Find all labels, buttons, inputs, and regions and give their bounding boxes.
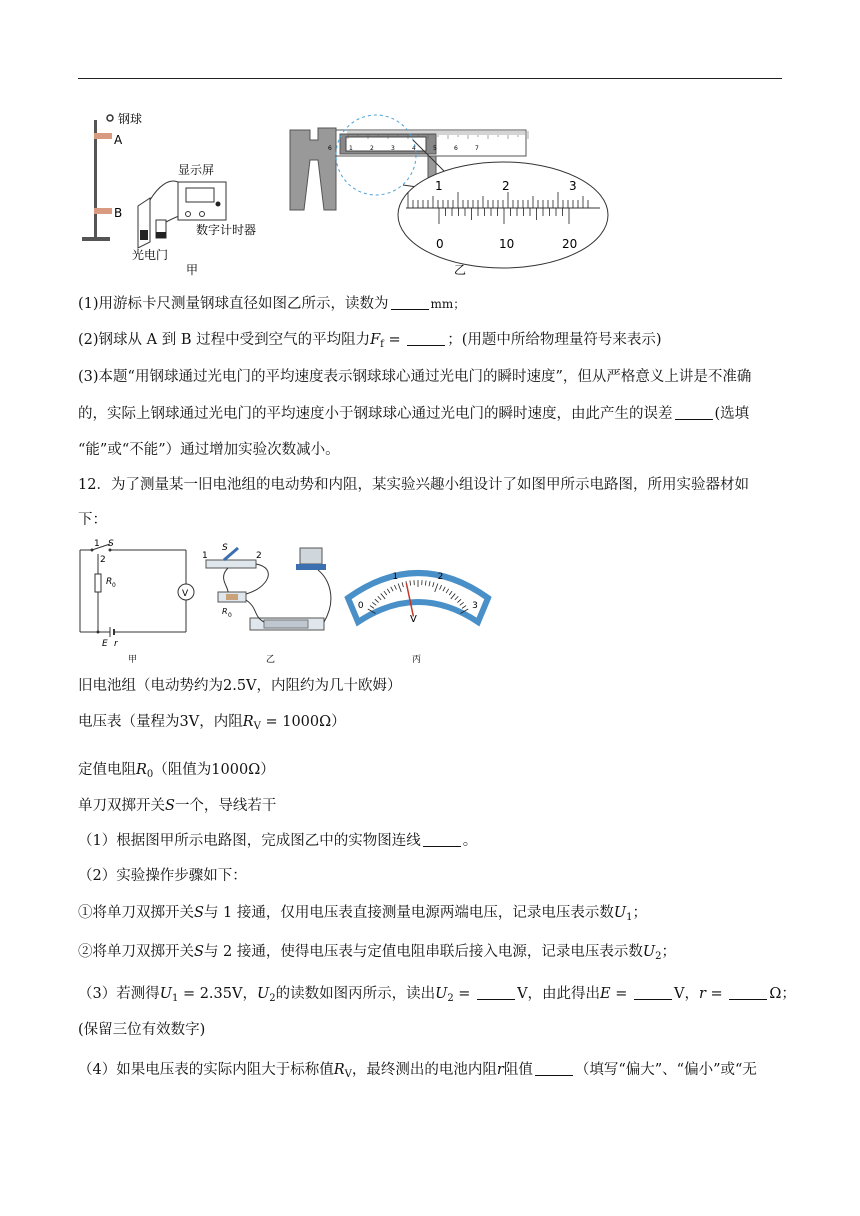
small-scale-label: 4 [412,145,416,152]
svg-text:r: r [114,639,118,649]
step-3: （3）若测得$U_1 = 2.35V$，$U_2$的读数如图丙所示，读出$U_2 = V$，由此得出E = V，r = Ω； [78,986,796,1004]
label-b: B [114,206,123,220]
svg-text:2: 2 [100,555,106,565]
stand-base [82,237,110,241]
q11-part1: (1)用游标卡尺测量钢球直径如图乙所示，读数为 mm； [78,296,466,312]
step-1: （1）根据图甲所示电路图，完成图乙中的实物图连线 。 [78,833,478,849]
svg-text:R: R [222,607,228,616]
svg-text:V: V [182,589,189,599]
figure-caliper-setup [78,100,618,280]
material-switch: 单刀双掷开关S一个，导线若干 [78,798,277,814]
label-timer: 数字计时器 [196,223,257,237]
q11-part2: (2)钢球从 A 到 B 过程中受到空气的平均阻力$F_f$ = ；(用题中所给物理量符号来表示) [78,332,662,350]
main-scale-label: 2 [502,179,510,193]
meter-unit: V [410,614,417,625]
caption-jia: 甲 [186,263,199,277]
operation-2: ②将单刀双掷开关S与 2 接通，使得电压表与定值电阻串联后接入电源，记录电压表示数$U_2$； [78,944,676,962]
caption-bing: 丙 [412,655,422,665]
main-scale-label: 3 [569,179,577,193]
svg-text:E: E [102,639,108,649]
svg-text:0: 0 [228,612,232,619]
svg-text:1: 1 [94,539,100,549]
material-battery: 旧电池组（电动势约为2.5V，内阻约为几十欧姆） [78,678,402,694]
small-scale-label: 3 [391,145,395,152]
magnified-view [398,162,608,268]
label-ball: 钢球 [118,112,143,126]
small-scale-label: 6 [328,145,332,152]
meter-scale-label: 2 [437,571,444,582]
circuit-schematic [80,539,194,665]
figure-circuit [78,538,498,666]
gate-a [94,133,112,139]
answer-blank-4[interactable] [423,832,461,847]
answer-blank-6[interactable] [634,985,672,1000]
label-gate: 光电门 [132,248,169,262]
svg-text:S: S [108,539,114,549]
answer-blank-1[interactable] [391,295,429,310]
vernier-scale-label: 0 [436,237,444,251]
vernier-scale-label: 10 [499,237,515,251]
svg-text:1: 1 [202,551,208,561]
header-rule [78,78,782,79]
meter-scale-label: 3 [472,601,478,611]
main-scale-label: 1 [435,179,443,193]
material-resistor: 定值电阻$R_0$（阻值为1000Ω） [78,762,275,780]
steel-ball [107,115,113,121]
svg-text:0: 0 [112,582,116,589]
gate-b [94,208,112,214]
svg-text:2: 2 [256,551,262,561]
voltmeter-face [348,572,488,665]
q12-line2: 下： [78,512,107,528]
meter-scale-label: 0 [357,601,364,611]
svg-text:R: R [106,577,113,587]
meter-scale-label: 1 [392,571,399,582]
q11-part3-line3: “能”或“不能”）通过增加实验次数减小。 [78,442,340,458]
small-scale-label: 1 [349,145,353,152]
answer-blank-7[interactable] [729,985,767,1000]
q11-part3-line2: 的，实际上钢球通过光电门的平均速度小于钢球球心通过光电门的瞬时速度，由此产生的误差 (选填 [78,406,750,422]
svg-text:S: S [222,543,228,553]
q12-line1: 12．为了测量某一旧电池组的电动势和内阻，某实验兴趣小组设计了如图甲所示电路图，所用实验器材如 [78,477,749,493]
step-3-note: (保留三位有效数字) [78,1022,206,1038]
label-screen: 显示屏 [178,163,215,177]
caption-jia-2: 甲 [128,655,138,665]
small-scale-label: 7 [475,145,479,152]
vernier-scale-label: 20 [562,237,578,251]
caption-yi-2: 乙 [266,655,276,665]
answer-blank-5[interactable] [477,985,515,1000]
material-voltmeter: 电压表（量程为3V，内阻$R_V = 1000\Omega$） [78,714,346,732]
caption-yi: 乙 [454,263,467,277]
step-4: （4）如果电压表的实际内阻大于标称值$R_V$，最终测出的电池内阻r阻值 （填写“偏大”、“偏小”或“无 [78,1062,757,1080]
small-scale-label: 2 [370,145,374,152]
answer-blank-8[interactable] [535,1061,573,1076]
q11-part3-line1: (3)本题“用钢球通过光电门的平均速度表示钢球球心通过光电门的瞬时速度”，但从严格意义上讲是不准确 [78,369,752,385]
small-scale-label: 5 [433,145,437,152]
small-scale-label: 6 [454,145,458,152]
answer-blank-2[interactable] [407,331,445,346]
operation-1: ①将单刀双掷开关S与 1 接通，仅用电压表直接测量电源两端电压，记录电压表示数$U_1$； [78,905,647,923]
label-a: A [114,133,123,147]
physical-setup [202,543,331,665]
answer-blank-3[interactable] [675,405,713,420]
step-2: （2）实验操作步骤如下： [78,868,247,884]
